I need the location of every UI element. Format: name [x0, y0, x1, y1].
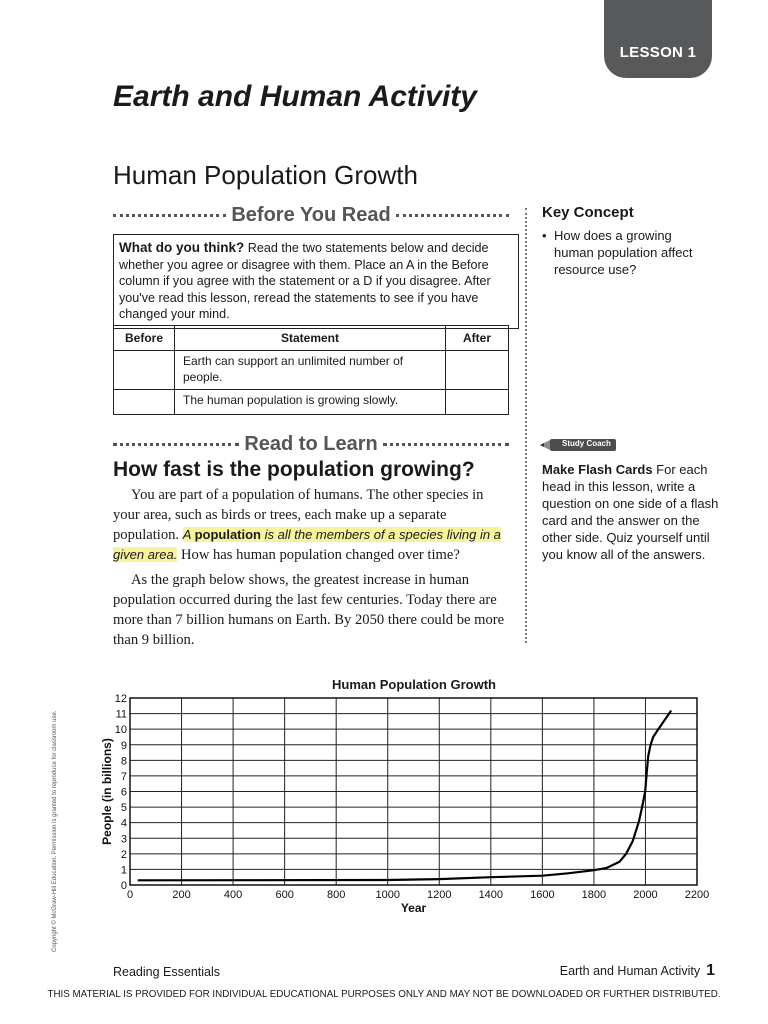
statement-table-header	[114, 326, 509, 351]
x-tick-label: 0	[126, 889, 134, 901]
section-title: Human Population Growth	[113, 160, 418, 190]
before-cell[interactable]	[114, 390, 175, 415]
copyright-notice: Copyright © McGraw-Hill Education. Permission is granted to reproduce for classroom use.	[52, 710, 58, 952]
y-tick-label: 11	[115, 708, 127, 721]
read-to-learn-divider	[113, 433, 509, 455]
study-coach-label: Study Coach	[562, 439, 611, 448]
flash-cards-tip	[542, 461, 722, 563]
col-after: After	[446, 326, 509, 351]
population-question-heading: How fast is the population growing?	[113, 458, 475, 481]
footer-right	[460, 962, 715, 980]
key-concept-heading: Key Concept	[542, 204, 634, 221]
col-statement: Statement	[175, 326, 446, 351]
flash-cards-text: For each head in this lesson, write a question on one side of a flash card and the answer on the other side. Quiz yourself until you know all of the answers.	[542, 462, 719, 562]
x-axis-label: Year	[400, 901, 427, 915]
before-you-read-label: Before You Read	[231, 203, 391, 226]
x-tick-label: 1800	[581, 889, 607, 901]
key-concept-text: How does a growing human population affect resource use?	[554, 228, 693, 277]
y-tick-label: 9	[120, 739, 127, 752]
x-tick-label: 2000	[633, 889, 658, 901]
y-tick-label: 2	[120, 848, 127, 861]
page-title: Earth and Human Activity	[113, 80, 477, 113]
y-tick-label: 5	[120, 802, 127, 815]
after-cell[interactable]	[446, 351, 509, 390]
population-term: population	[194, 527, 261, 542]
read-to-learn-label: Read to Learn	[244, 432, 378, 455]
what-do-you-think-box	[113, 234, 519, 329]
x-tick-label: 600	[275, 889, 294, 901]
population-chart	[70, 686, 720, 921]
y-tick-label: 12	[114, 693, 127, 705]
lesson-label: LESSON 1	[619, 44, 697, 61]
y-tick-label: 4	[120, 817, 127, 830]
x-tick-label: 400	[223, 889, 243, 901]
col-before: Before	[114, 326, 175, 351]
paragraph-1	[113, 485, 509, 565]
flash-cards-heading: Make Flash Cards	[542, 462, 653, 477]
distribution-disclaimer: THIS MATERIAL IS PROVIDED FOR INDIVIDUAL EDUCATIONAL PURPOSES ONLY AND MAY NOT BE DOWNLOADED OR FURTHER DISTRIBUTED.	[47, 989, 721, 1000]
x-tick-label: 1600	[530, 889, 555, 901]
paragraph-2: As the graph below shows, the greatest increase in human population occurred during the last few centuries. Today there are more than 7 billion humans on Earth. By 2050 there could be more than 9 billion.	[113, 572, 505, 648]
y-tick-label: 3	[120, 833, 127, 846]
x-tick-label: 1000	[375, 889, 400, 901]
y-tick-label: 10	[114, 724, 127, 737]
footer-chapter-title: Earth and Human Activity	[559, 964, 701, 978]
population-definition: is all the members of a species living in a given area.	[113, 527, 501, 562]
study-coach-badge	[540, 438, 618, 452]
page-number: 1	[706, 962, 715, 979]
table-row	[114, 351, 509, 390]
statement-table	[113, 325, 509, 415]
y-tick-label: 0	[120, 880, 127, 892]
statement-cell: Earth can support an unlimited number of people.	[175, 351, 446, 390]
before-cell[interactable]	[114, 351, 175, 390]
x-tick-label: 800	[327, 889, 346, 901]
para1-text-a: You are part of a population of humans. The other species in your area, such as birds or trees, each make up a separate population.	[113, 487, 484, 543]
y-tick-label: 7	[120, 770, 127, 783]
x-tick-label: 200	[172, 889, 191, 901]
y-axis-label: People (in billions)	[100, 738, 114, 845]
think-prompt-bold: What do you think?	[119, 240, 245, 255]
y-tick-label: 1	[120, 864, 127, 877]
chart-title: Human Population Growth	[332, 677, 496, 692]
highlight-lead: A	[182, 527, 191, 542]
population-line	[138, 711, 672, 881]
x-tick-label: 1400	[478, 889, 504, 901]
bullet-icon: •	[542, 228, 547, 243]
para1-text-b: How has human population changed over time?	[180, 547, 460, 563]
y-tick-label: 6	[120, 786, 127, 799]
statement-cell: The human population is growing slowly.	[175, 390, 446, 415]
think-prompt-text: Read the two statements below and decide whether you agree or disagree with them. Place an A in the Before column if you agree with the statement or a D if you disagree. After you've read this lesson, reread the statements to see if you have changed your mind.	[119, 241, 491, 321]
footer-left: Reading Essentials	[113, 965, 221, 979]
sidebar-divider	[525, 208, 527, 643]
x-tick-label: 2200	[684, 889, 710, 901]
key-concept-item	[542, 227, 712, 278]
lesson-tab	[604, 0, 712, 78]
y-tick-label: 8	[120, 755, 127, 768]
before-you-read-divider	[113, 204, 509, 226]
x-tick-label: 1200	[427, 889, 452, 901]
after-cell[interactable]	[446, 390, 509, 415]
table-row	[114, 390, 509, 415]
